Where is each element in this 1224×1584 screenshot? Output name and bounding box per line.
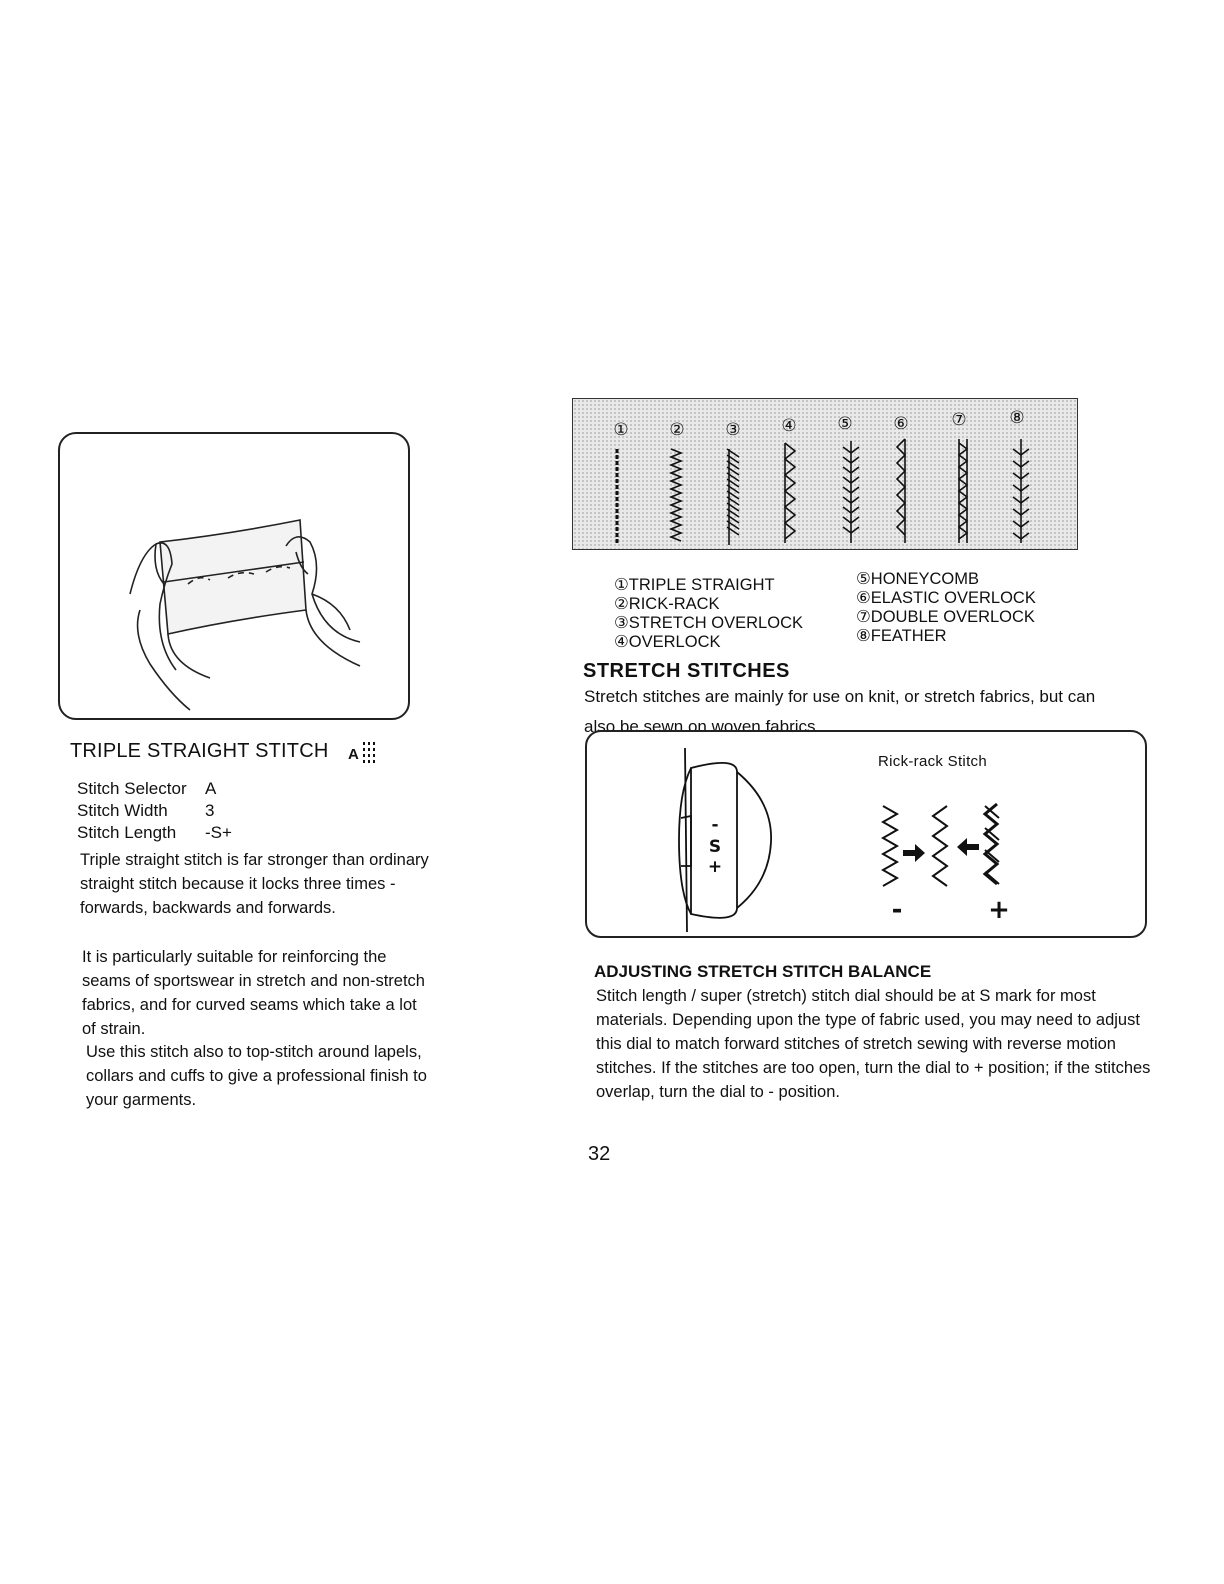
plus-sign: + — [988, 895, 1010, 925]
stitch-length-dial-icon — [587, 732, 1145, 936]
legend-item: ⑧FEATHER — [856, 627, 947, 645]
stitch-patterns-icon — [573, 399, 1077, 549]
setting-row: Stitch Width 3 — [77, 801, 215, 820]
chart-number: ⑥ — [893, 414, 909, 434]
legend-item: ①TRIPLE STRAIGHT — [614, 576, 775, 594]
hands-fabric-illustration — [58, 432, 410, 720]
dial-mark: S — [708, 837, 722, 857]
legend-item: ⑦DOUBLE OVERLOCK — [856, 608, 1035, 626]
stitch-settings — [77, 778, 232, 844]
legend-item: ⑥ELASTIC OVERLOCK — [856, 589, 1036, 607]
hands-holding-fabric-icon — [60, 434, 408, 718]
section-title: ADJUSTING STRETCH STITCH BALANCE — [594, 962, 932, 981]
minus-sign: - — [891, 895, 903, 925]
section-title: TRIPLE STRAIGHT STITCH — [70, 740, 329, 762]
chart-number: ③ — [725, 420, 741, 440]
setting-row: Stitch Selector A — [77, 779, 217, 798]
figure-caption: Rick-rack Stitch — [878, 753, 987, 770]
chart-number: ① — [613, 420, 629, 440]
chart-number: ⑤ — [837, 414, 853, 434]
setting-row: Stitch Length -S+ — [77, 823, 232, 842]
chart-number: ② — [669, 420, 685, 440]
triple-stitch-icon — [362, 742, 376, 768]
legend-item: ③STRETCH OVERLOCK — [614, 614, 803, 632]
dial-mark: + — [707, 857, 723, 877]
legend-right — [856, 570, 1036, 646]
selector-mark: A — [348, 742, 376, 768]
paragraph: Use this stitch also to top-stitch around lapels, collars and cuffs to give a professional finish to your garments. — [86, 1043, 427, 1109]
page-number: 32 — [588, 1143, 611, 1165]
paragraph: It is particularly suitable for reinforcing the seams of sportswear in stretch and non-stretch fabrics, and for curved seams which take a lot of strain. — [82, 948, 425, 1038]
section-text: Stitch length / super (stretch) stitch dial should be at S mark for most materials. Depending upon the type of fabric used, you may need to adjust this dial to match forward stitches of stretch sewing with reverse motion stitches. If the stitches are too open, turn the dial to + position; if the stitches overlap, turn the dial to - position. — [596, 987, 1151, 1101]
chart-number: ⑧ — [1009, 408, 1025, 428]
stitch-pattern-chart — [572, 398, 1078, 550]
chart-number: ④ — [781, 416, 797, 436]
section-description: Stretch stitches are mainly for use on knit, or stretch fabrics, but can also be sewn on woven fabrics. — [584, 687, 1096, 736]
dial-mark: - — [711, 815, 719, 835]
section-title: STRETCH STITCHES — [583, 660, 790, 682]
legend-item: ⑤HONEYCOMB — [856, 570, 979, 588]
paragraph: Triple straight stitch is far stronger than ordinary straight stitch because it locks three times - forwards, backwards and forwards. — [80, 851, 429, 917]
legend-item: ②RICK-RACK — [614, 595, 720, 613]
dial-figure — [585, 730, 1147, 938]
chart-number: ⑦ — [951, 410, 967, 430]
legend-item: ④OVERLOCK — [614, 633, 721, 651]
legend-left — [614, 576, 803, 652]
